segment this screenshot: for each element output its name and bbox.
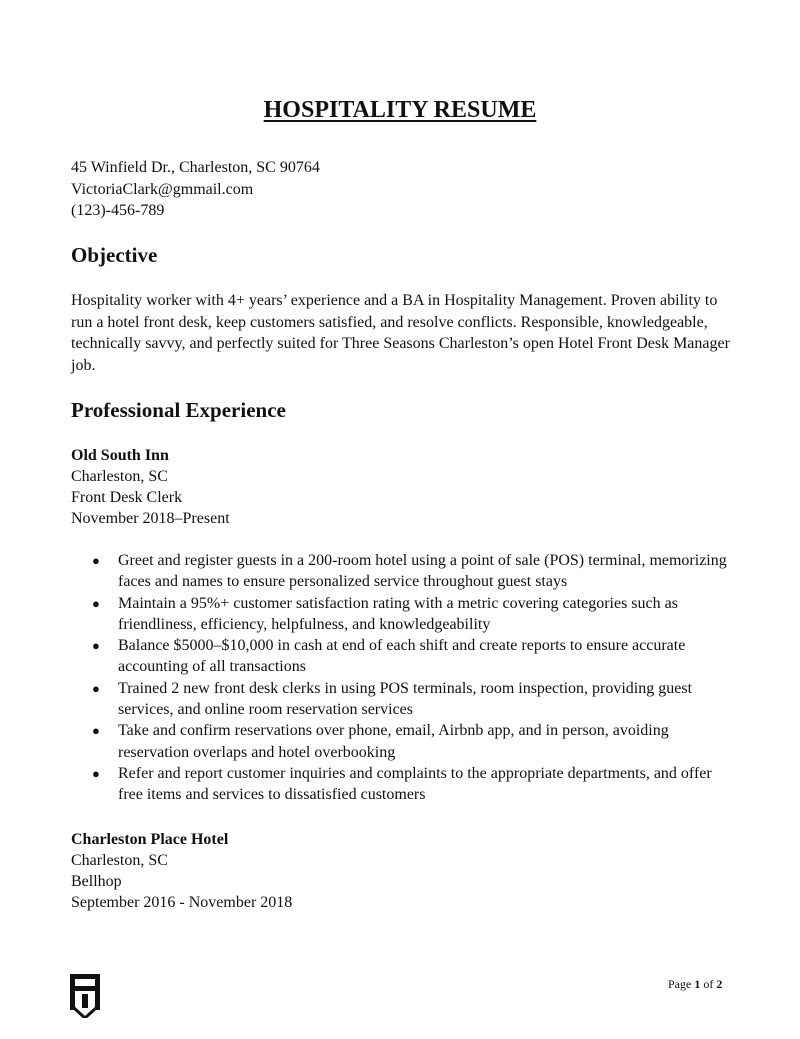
list-item-text: Trained 2 new front desk clerks in using POS terminals, room inspection, providing guest services, and online room reservation services	[118, 679, 693, 719]
page-label: Page	[668, 977, 692, 991]
list-item	[71, 593, 731, 636]
list-item-text: Refer and report customer inquiries and complaints to the appropriate departments, and offer free items and services to dissatisfied customers	[118, 764, 712, 804]
experience-heading: Professional Experience	[71, 398, 286, 422]
job-position: Bellhop	[71, 873, 122, 890]
bullet-icon: ●	[92, 595, 100, 611]
job-entry	[71, 445, 230, 529]
page-current: 1	[694, 977, 701, 991]
job-location: Charleston, SC	[71, 852, 168, 869]
list-item	[71, 720, 731, 763]
job-employer: Old South Inn	[71, 447, 169, 464]
objective-text: Hospitality worker with 4+ years’ experience and a BA in Hospitality Management. Proven ability to run a hotel front desk, keep customers satisfied, and resolve conflicts. Responsible, knowledgeable, technically savvy, and perfectly suited for Three Seasons Charleston’s open Hotel Front Desk Manager job.	[71, 292, 730, 374]
job-duties-list	[71, 550, 731, 806]
bullet-icon: ●	[92, 723, 100, 739]
contact-address: 45 Winfield Dr., Charleston, SC 90764	[71, 159, 320, 176]
objective-heading: Objective	[71, 243, 158, 267]
page-title: HOSPITALITY RESUME	[263, 97, 537, 123]
contact-info	[71, 157, 320, 222]
contact-email: VictoriaClark@gmmail.com	[71, 180, 254, 198]
job-employer: Charleston Place Hotel	[71, 831, 229, 848]
job-position: Front Desk Clerk	[71, 489, 183, 506]
page-number	[668, 976, 722, 992]
list-item	[71, 763, 731, 806]
bullet-icon: ●	[92, 553, 100, 568]
list-item-text: Balance $5000–$10,000 in cash at end of each shift and create reports to ensure accurate accounting of all transactions	[118, 637, 686, 676]
job-dates: September 2016 - November 2018	[71, 894, 293, 911]
bullet-icon: ●	[92, 680, 100, 696]
list-item	[71, 635, 731, 678]
bullet-icon: ●	[92, 765, 100, 781]
bullet-icon: ●	[92, 638, 100, 654]
list-item-text: Maintain a 95%+ customer satisfaction rating with a metric covering categories such as friendliness, efficiency, helpfulness, and knowledgeability	[118, 594, 678, 633]
job-dates: November 2018–Present	[71, 510, 230, 527]
contact-phone: (123)-456-789	[71, 202, 165, 219]
page-of: of	[703, 977, 714, 991]
list-item	[71, 678, 731, 721]
job-location: Charleston, SC	[71, 468, 168, 485]
list-item-text: Greet and register guests in a 200-room hotel using a point of sale (POS) terminal, memorizing faces and names to ensure personalized service throughout guest stays	[118, 552, 727, 591]
page-total: 2	[716, 977, 723, 991]
pen-nib-logo-icon	[70, 974, 100, 1018]
list-item	[71, 550, 731, 593]
list-item-text: Take and confirm reservations over phone, email, Airbnb app, and in person, avoiding reservation overlaps and hotel overbooking	[118, 722, 669, 761]
job-entry	[71, 829, 292, 913]
